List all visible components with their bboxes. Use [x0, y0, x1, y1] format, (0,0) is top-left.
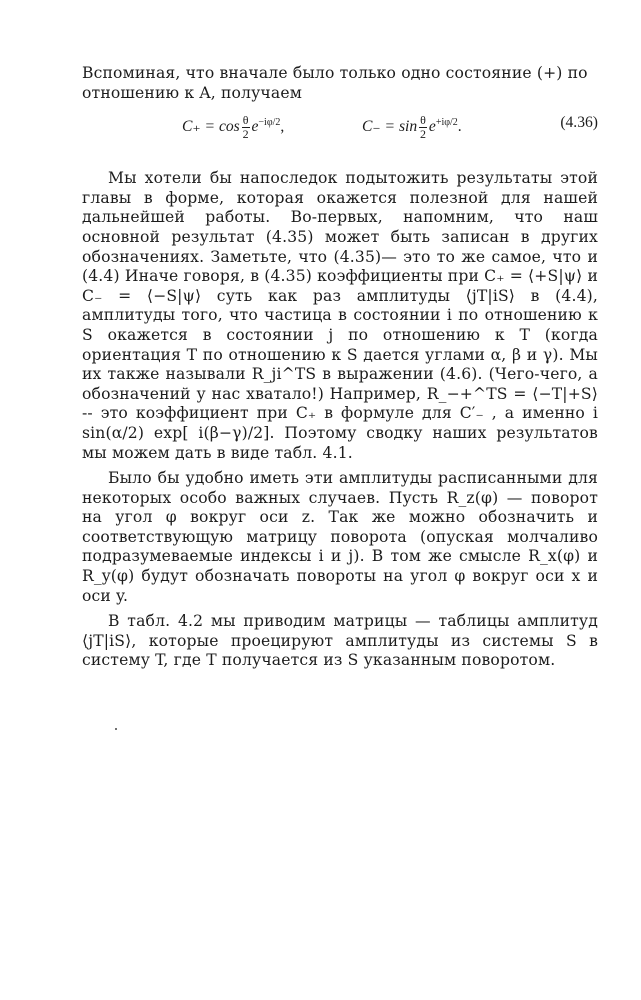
theta-half-fraction-2: $\frac{\theta}{2}$: [420, 113, 427, 142]
table-reference-paragraph: В табл. 4.2 мы приводим матрицы — таблицы амплитуд ⟨jT|iS⟩, которые проецируют амплитуды из системы S в систему T, где T получается из S указанным поворотом.: [82, 612, 598, 670]
theta-half-fraction: $\frac{\theta}{2}$: [242, 113, 249, 142]
formula-c-minus: C₋ = sin $\frac{\theta}{2}$ $e^{+i\varphi/2}$.: [362, 113, 462, 142]
summary-paragraph: Мы хотели бы напоследок подытожить результаты этой главы в форме, которая окажется полезной для нашей дальнейшей работы. Во-первых, напомним, что наш основной результат (4.35) может быть записан в других обозначениях. Заметьте, что (4.35)— это то же самое, что и (4.4) Иначе говоря, в (4.35) коэффициенты при C₊ = ⟨+S|ψ⟩ и C₋ = ⟨−S|ψ⟩ суть как раз амплитуды ⟨jT|iS⟩ в (4.4), амплитуды того, что частица в состоянии i по отношению к S окажется в состоянии j по отношению к T (когда ориентация T по отношению к S дается углами α, β и γ). Мы их также называли R_ji^TS в выражении (4.6). (Чего-чего, а обозначений у нас хватало!) Например, R_−+^TS = ⟨−T|+S⟩ -- это коэффициент при C₊ в формуле для C′₋ , а именно i sin(α/2) exp[ i(β−γ)/2]. Поэтому сводку наших результатов мы можем дать в виде табл. 4.1.: [82, 169, 598, 462]
page-content: [82, 64, 598, 671]
equation-number: (4.36): [560, 114, 598, 132]
rotation-paragraph: Было бы удобно иметь эти амплитуды расписанными для некоторых особо важных случаев. Пусть R_z(φ) — поворот на угол φ вокруг оси z. Так же можно обозначить и соответствующую матрицу поворота (опуская молчаливо подразумеваемые индексы i и j). В том же смысле R_x(φ) и R_y(φ) будут обозначать повороты на угол φ вокруг оси x и оси y.: [82, 469, 598, 605]
formula-c-plus: C₊ = cos $\frac{\theta}{2}$ $e^{-i\varphi/2}$,: [182, 113, 285, 142]
intro-line-1: Вспоминая, что вначале было только одно состояние (+) по: [82, 64, 588, 82]
equation-4-36: [82, 103, 598, 147]
stray-dot: [115, 728, 117, 730]
intro-line-2: отношению к A, получаем: [82, 83, 302, 102]
intro-paragraph: [82, 64, 598, 103]
